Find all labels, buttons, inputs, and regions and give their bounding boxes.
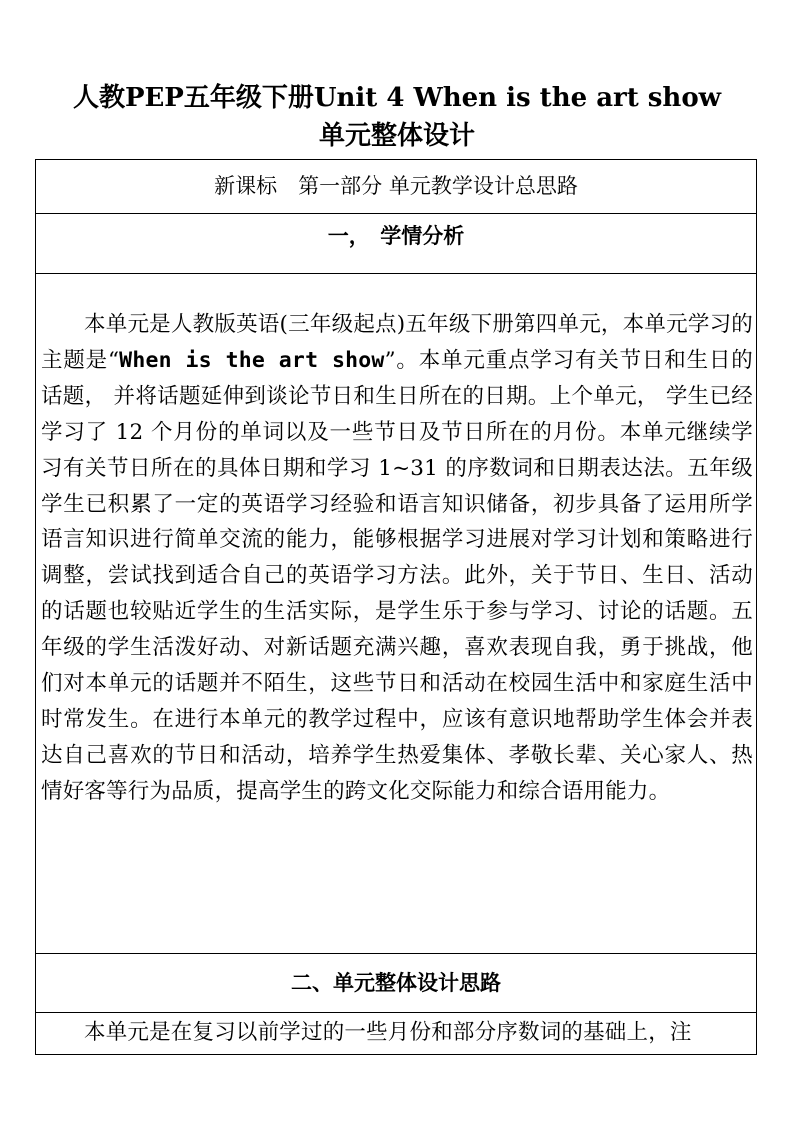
section2-body-row [36,1013,756,1054]
section1-paragraph-topic: When is the art show [119,347,385,373]
section2-heading: 二、单元整体设计思路 [291,970,501,995]
document-subtitle: 单元整体设计 [318,121,475,151]
document-title: 人教PEP五年级下册Unit 4 When is the art show [72,83,722,113]
section1-paragraph-before: 本单元是人教版英语(三年级起点)五年级下册第四单元，本单元学习的主题是“ [41,312,753,373]
section1-heading: 一， 学情分析 [327,223,465,248]
table-header-text: 新课标 第一部分 单元教学设计总思路 [214,174,578,198]
section1-paragraph-after: ”。本单元重点学习有关节日和生日的话题， 并将话题延伸到谈论节日和生日所在的日期。上个单元， 学生已经学习了 12 个月份的单词以及一些节日及节日所在的月份。本单元继续学习有关节日所在的具体日期和学习 1~31 的序数词和日期表达法。五年级学生已积累了一定的英语学习经验和语言知识储备，初步具备了运用所学语言知识进行简单交流的能力，能够根据学习进展对学习计划和策略进行调整，尝试找到适合自己的英语学习方法。此外，关于节日、生日、活动的话题也较贴近学生的生活实际，是学生乐于参与学习、讨论的话题。五年级的学生活泼好动、对新话题充满兴趣，喜欢表现自我，勇于挑战，他们对本单元的话题并不陌生，这些节日和活动在校园生活中和家庭生活中时常发生。在进行本单元的教学过程中，应该有意识地帮助学生体会并表达自己喜欢的节日和活动，培养学生热爱集体、孝敬长辈、关心家人、热情好客等行为品质，提高学生的跨文化交际能力和综合语用能力。 [41,347,753,804]
section2-paragraph: 本单元是在复习以前学过的一些月份和部分序数词的基础上，注 [84,1020,692,1045]
section2-heading-row [36,954,756,1013]
table-header-row [36,160,756,214]
section1-body-row [36,274,756,954]
section1-paragraph [41,307,753,810]
design-table [35,159,757,1055]
section1-heading-row [36,214,756,274]
